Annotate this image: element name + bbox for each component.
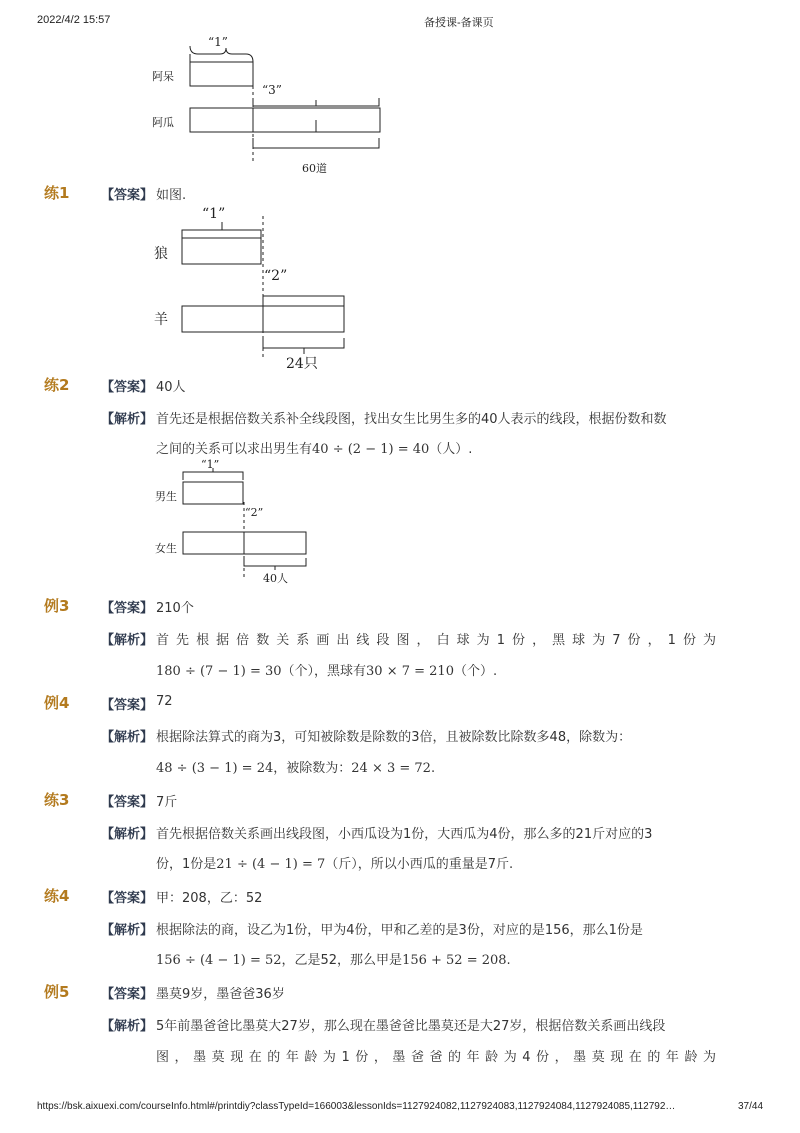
analysis-tag: 【解析】 — [101, 827, 154, 842]
analysis-line: 首先根据倍数关系画出线段图，白球为1份，黑球为7份，1份为 — [156, 633, 716, 648]
quote-2-label: “2” — [264, 268, 288, 284]
formula: 21 ÷ (4 − 1) = 7 — [216, 857, 326, 872]
analysis-tag: 【解析】 — [101, 730, 154, 745]
row-label-agua: 阿瓜 — [152, 116, 174, 129]
analysis-line: 首先根据倍数关系画出线段图，小西瓜设为1份，大西瓜为4份，那么多的21斤对应的3 — [156, 827, 653, 842]
total-label: 40人 — [263, 572, 288, 585]
formula: 24 × 3 = 72 — [351, 761, 431, 776]
analysis-line: 156 ÷ (4 − 1) = 52，乙是52，那么甲是156 + 52 = 208. — [156, 953, 511, 968]
answer-text: 72 — [156, 694, 173, 709]
answer-tag: 【答案】 — [101, 380, 154, 395]
answer-tag: 【答案】 — [101, 188, 154, 203]
answer-text: 墨莫9岁，墨爸爸36岁 — [156, 987, 285, 1002]
analysis-line: 份，1份是21 ÷ (4 − 1) = 7（斤），所以小西瓜的重量是7斤. — [156, 857, 514, 872]
item-label: 例5 — [44, 983, 70, 1001]
analysis-line: 根据除法的商，设乙为1份，甲为4份，甲和乙差的是3份，对应的是156，那么1份是 — [156, 923, 643, 938]
row-label-wolf: 狼 — [154, 246, 168, 262]
segment-diagram-adai-agua — [140, 32, 400, 182]
quote-1-label: “1” — [201, 458, 220, 471]
item-label: 练3 — [44, 791, 70, 809]
page-url: https://bsk.aixuexi.com/courseInfo.html#/printdiy?classTypeId=166003&lessonIds=1127924082,1127924083,1127924084,1127924085,112792… — [37, 1101, 676, 1112]
row-label-girls: 女生 — [155, 542, 177, 555]
row-label-adai: 阿呆 — [152, 70, 174, 83]
total-label: 60道 — [302, 162, 327, 175]
analysis-line: 之间的关系可以求出男生有40 ÷ (2 − 1) = 40（人）. — [156, 442, 473, 457]
analysis-line: 图，墨莫现在的年龄为1份，墨爸爸的年龄为4份，墨莫现在的年龄为 — [156, 1050, 716, 1065]
answer-text: 210个 — [156, 601, 194, 616]
quote-1-label: “1” — [202, 206, 226, 222]
answer-text: 如图. — [156, 188, 187, 203]
answer-tag: 【答案】 — [101, 987, 154, 1002]
item-label: 练2 — [44, 376, 70, 394]
quote-1-label: “1” — [208, 35, 228, 49]
formula: 180 ÷ (7 − 1) = 30 — [156, 664, 282, 679]
quote-2-label: “2” — [245, 506, 264, 519]
analysis-line: 根据除法算式的商为3，可知被除数是除数的3倍，且被除数比除数多48，除数为： — [156, 730, 632, 745]
analysis-tag: 【解析】 — [101, 633, 154, 648]
item-label: 练1 — [44, 184, 70, 202]
item-label: 练4 — [44, 887, 70, 905]
formula: 156 + 52 = 208 — [402, 953, 507, 968]
answer-text: 7斤 — [156, 795, 178, 810]
answer-text: 甲：208，乙：52 — [156, 891, 263, 906]
segment-diagram-boys-girls — [145, 458, 325, 590]
row-label-sheep: 羊 — [154, 312, 168, 328]
formula: 30 × 7 = 210 — [366, 664, 454, 679]
answer-tag: 【答案】 — [101, 795, 154, 810]
page-number: 37/44 — [738, 1101, 764, 1112]
total-label: 24只 — [286, 356, 318, 372]
analysis-tag: 【解析】 — [101, 412, 154, 427]
item-label: 例4 — [44, 694, 70, 712]
item-label: 例3 — [44, 597, 70, 615]
answer-tag: 【答案】 — [101, 698, 154, 713]
answer-tag: 【答案】 — [101, 601, 154, 616]
print-timestamp: 2022/4/2 15:57 — [37, 14, 111, 26]
segment-diagram-wolf-sheep — [140, 200, 380, 375]
quote-3-label: “3” — [262, 83, 282, 97]
analysis-line: 5年前墨爸爸比墨莫大27岁，那么现在墨爸爸比墨莫还是大27岁，根据倍数关系画出线段 — [156, 1019, 666, 1034]
analysis-line: 首先还是根据倍数关系补全线段图，找出女生比男生多的40人表示的线段，根据份数和数 — [156, 412, 667, 427]
analysis-line: 180 ÷ (7 − 1) = 30（个），黑球有30 × 7 = 210（个）. — [156, 664, 498, 679]
formula: 156 ÷ (4 − 1) = 52 — [156, 953, 282, 968]
row-label-boys: 男生 — [155, 490, 177, 503]
analysis-tag: 【解析】 — [101, 923, 154, 938]
formula: 40 ÷ (2 − 1) = 40 — [312, 442, 430, 457]
formula: 48 ÷ (3 − 1) = 24 — [156, 761, 274, 776]
answer-text: 40人 — [156, 380, 186, 395]
analysis-tag: 【解析】 — [101, 1019, 154, 1034]
page-title: 备授课-备课页 — [424, 17, 494, 29]
answer-tag: 【答案】 — [101, 891, 154, 906]
analysis-line: 48 ÷ (3 − 1) = 24，被除数为：24 × 3 = 72. — [156, 761, 436, 776]
